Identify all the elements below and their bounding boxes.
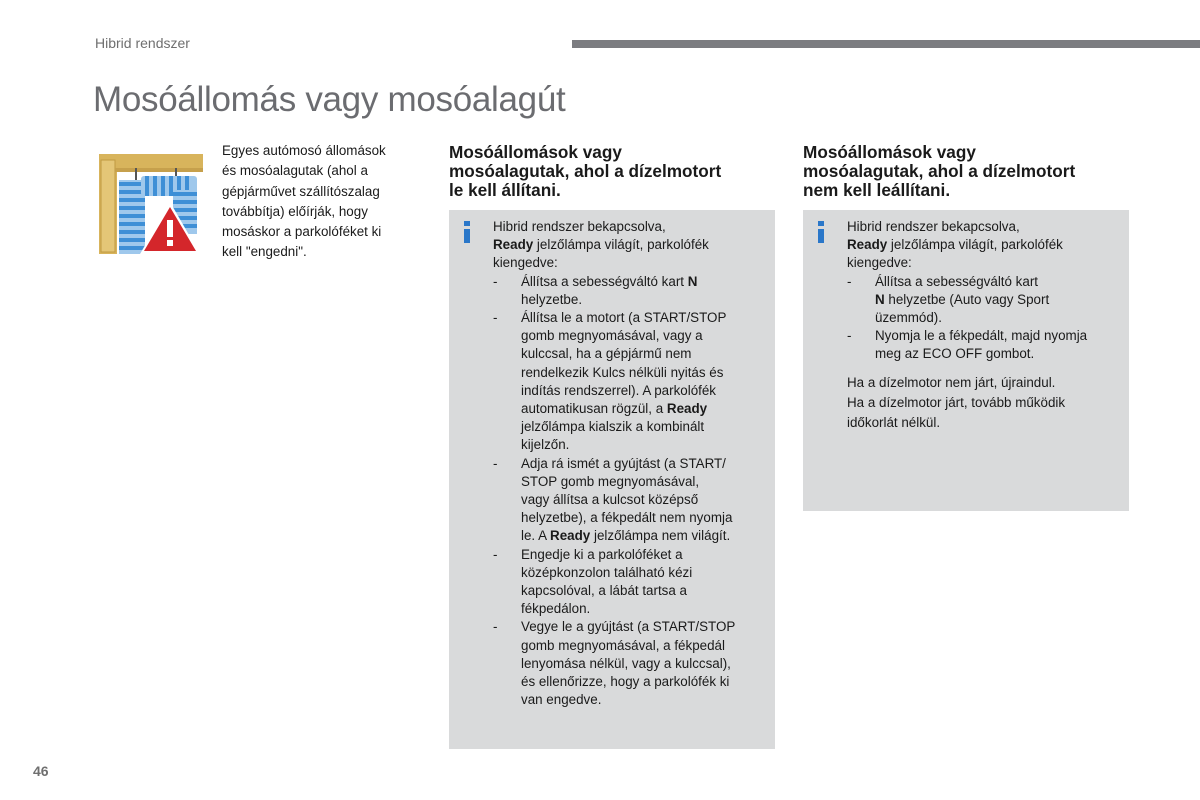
bullet-line: indítás rendszerrel). A parkolófék xyxy=(521,382,717,398)
bullet-line: üzemmód). xyxy=(875,310,942,326)
col2-intro-line xyxy=(847,236,1127,254)
bullet-line: vagy állítsa a kulcsot középső xyxy=(521,492,699,508)
page-title: Mosóállomás vagy mosóalagút xyxy=(93,80,566,119)
bullet-line: kapcsolóval, a lábát tartsa a xyxy=(521,583,687,599)
header-bar xyxy=(572,40,1200,48)
bullet-line: N helyzetbe (Auto vagy Sport xyxy=(875,291,1050,307)
col1-heading-line: le kell állítani. xyxy=(449,180,561,200)
intro-text xyxy=(222,141,422,263)
bullet-line: és ellenőrizze, hogy a parkolófék ki xyxy=(521,674,730,690)
bullet-line: gomb megnyomásával, vagy a xyxy=(521,328,703,344)
bullet-line: automatikusan rögzül, a Ready xyxy=(521,401,708,417)
bullet-line: van engedve. xyxy=(521,692,602,708)
after-line: időkorlát nélkül. xyxy=(847,414,941,430)
ready-word: Ready xyxy=(847,237,888,253)
section-label: Hibrid rendszer xyxy=(95,35,190,51)
bullet-dash: - xyxy=(847,273,852,289)
bullet-line: Állítsa a sebességváltó kart xyxy=(875,273,1039,289)
intro-line: és mosóalagutak (ahol a xyxy=(222,163,368,179)
bullet-line: gomb megnyomásával, a fékpedál xyxy=(521,637,725,653)
col1-bullet-list xyxy=(493,273,773,710)
list-item xyxy=(493,455,773,546)
list-item xyxy=(493,273,773,309)
list-item xyxy=(493,309,773,455)
col2-intro-line: kiengedve: xyxy=(847,255,912,271)
bullet-line: kulccsal, ha a gépjármű nem xyxy=(521,346,692,362)
intro-line: továbbítja) előírják, hogy xyxy=(222,203,368,219)
bullet-line: STOP gomb megnyomásával, xyxy=(521,473,700,489)
info-icon xyxy=(817,221,827,243)
bullet-line: Engedje ki a parkolóféket a xyxy=(521,546,683,562)
bullet-line: fékpedálon. xyxy=(521,601,591,617)
bullet-line: Nyomja le a fékpedált, majd nyomja xyxy=(875,328,1088,344)
col1-intro-line: kiengedve: xyxy=(493,255,558,271)
bullet-line: le. A Ready jelzőlámpa nem világít. xyxy=(521,528,731,544)
bullet-dash: - xyxy=(847,328,852,344)
col1-heading-line: mosóalagutak, ahol a dízelmotort xyxy=(449,161,722,181)
bullet-dash: - xyxy=(493,310,498,326)
col2-intro-line: Hibrid rendszer bekapcsolva, xyxy=(847,219,1020,234)
col1-heading xyxy=(449,143,779,200)
after-line: Ha a dízelmotor járt, tovább működik xyxy=(847,394,1066,410)
col2-heading-line: mosóalagutak, ahol a dízelmotort xyxy=(803,161,1076,181)
bullet-dash: - xyxy=(493,546,498,562)
intro-line: Egyes autómosó állomások xyxy=(222,143,386,158)
bullet-line: Vegye le a gyújtást (a START/STOP xyxy=(521,619,736,635)
col1-box-content xyxy=(493,218,773,709)
col1-heading-line: Mosóállomások vagy xyxy=(449,142,622,162)
bullet-line: jelzőlámpa kialszik a kombinált xyxy=(521,419,705,435)
bullet-line: Állítsa le a motort (a START/STOP xyxy=(521,310,727,326)
bullet-dash: - xyxy=(493,619,498,635)
bullet-line: meg az ECO OFF gombot. xyxy=(875,346,1035,362)
bullet-line: helyzetbe), a fékpedált nem nyomja xyxy=(521,510,733,526)
col1-intro-line: Hibrid rendszer bekapcsolva, xyxy=(493,219,666,234)
bullet-line: lenyomása nélkül, vagy a kulccsal), xyxy=(521,655,731,671)
list-item xyxy=(493,618,773,709)
ready-word: Ready xyxy=(493,237,534,253)
intro-line: kell "engedni". xyxy=(222,244,307,260)
col2-box-content xyxy=(847,218,1127,433)
bullet-line: rendelkezik Kulcs nélküli nyitás és xyxy=(521,364,724,380)
col1-intro-line xyxy=(493,236,773,254)
col2-intro-rest: jelzőlámpa világít, parkolófék xyxy=(887,237,1063,253)
col2-info-box xyxy=(803,210,1129,511)
page-number: 46 xyxy=(33,763,49,779)
list-item xyxy=(847,273,1127,328)
list-item xyxy=(493,546,773,619)
bullet-dash: - xyxy=(493,455,498,471)
bullet-line: kijelzőn. xyxy=(521,437,570,453)
bullet-line: középkonzolon található kézi xyxy=(521,564,693,580)
col2-heading-line: Mosóállomások vagy xyxy=(803,142,976,162)
col2-heading-line: nem kell leállítani. xyxy=(803,180,951,200)
bullet-dash: - xyxy=(493,273,498,289)
bullet-line: Állítsa a sebességváltó kart N xyxy=(521,273,698,289)
col2-heading xyxy=(803,143,1133,200)
info-icon xyxy=(463,221,473,243)
col2-bullet-list xyxy=(847,273,1127,364)
after-line: Ha a dízelmotor nem járt, újraindul. xyxy=(847,374,1056,390)
col1-intro-rest: jelzőlámpa világít, parkolófék xyxy=(533,237,709,253)
bullet-line: Adja rá ismét a gyújtást (a START/ xyxy=(521,455,726,471)
col1-info-box xyxy=(449,210,775,749)
intro-line: gépjárművet szállítószalag xyxy=(222,183,380,199)
intro-line: mosáskor a parkolóféket ki xyxy=(222,224,382,240)
bullet-line: helyzetbe. xyxy=(521,291,583,307)
list-item xyxy=(847,327,1127,363)
col2-after-text xyxy=(847,373,1127,433)
car-wash-warning-icon xyxy=(97,150,207,258)
